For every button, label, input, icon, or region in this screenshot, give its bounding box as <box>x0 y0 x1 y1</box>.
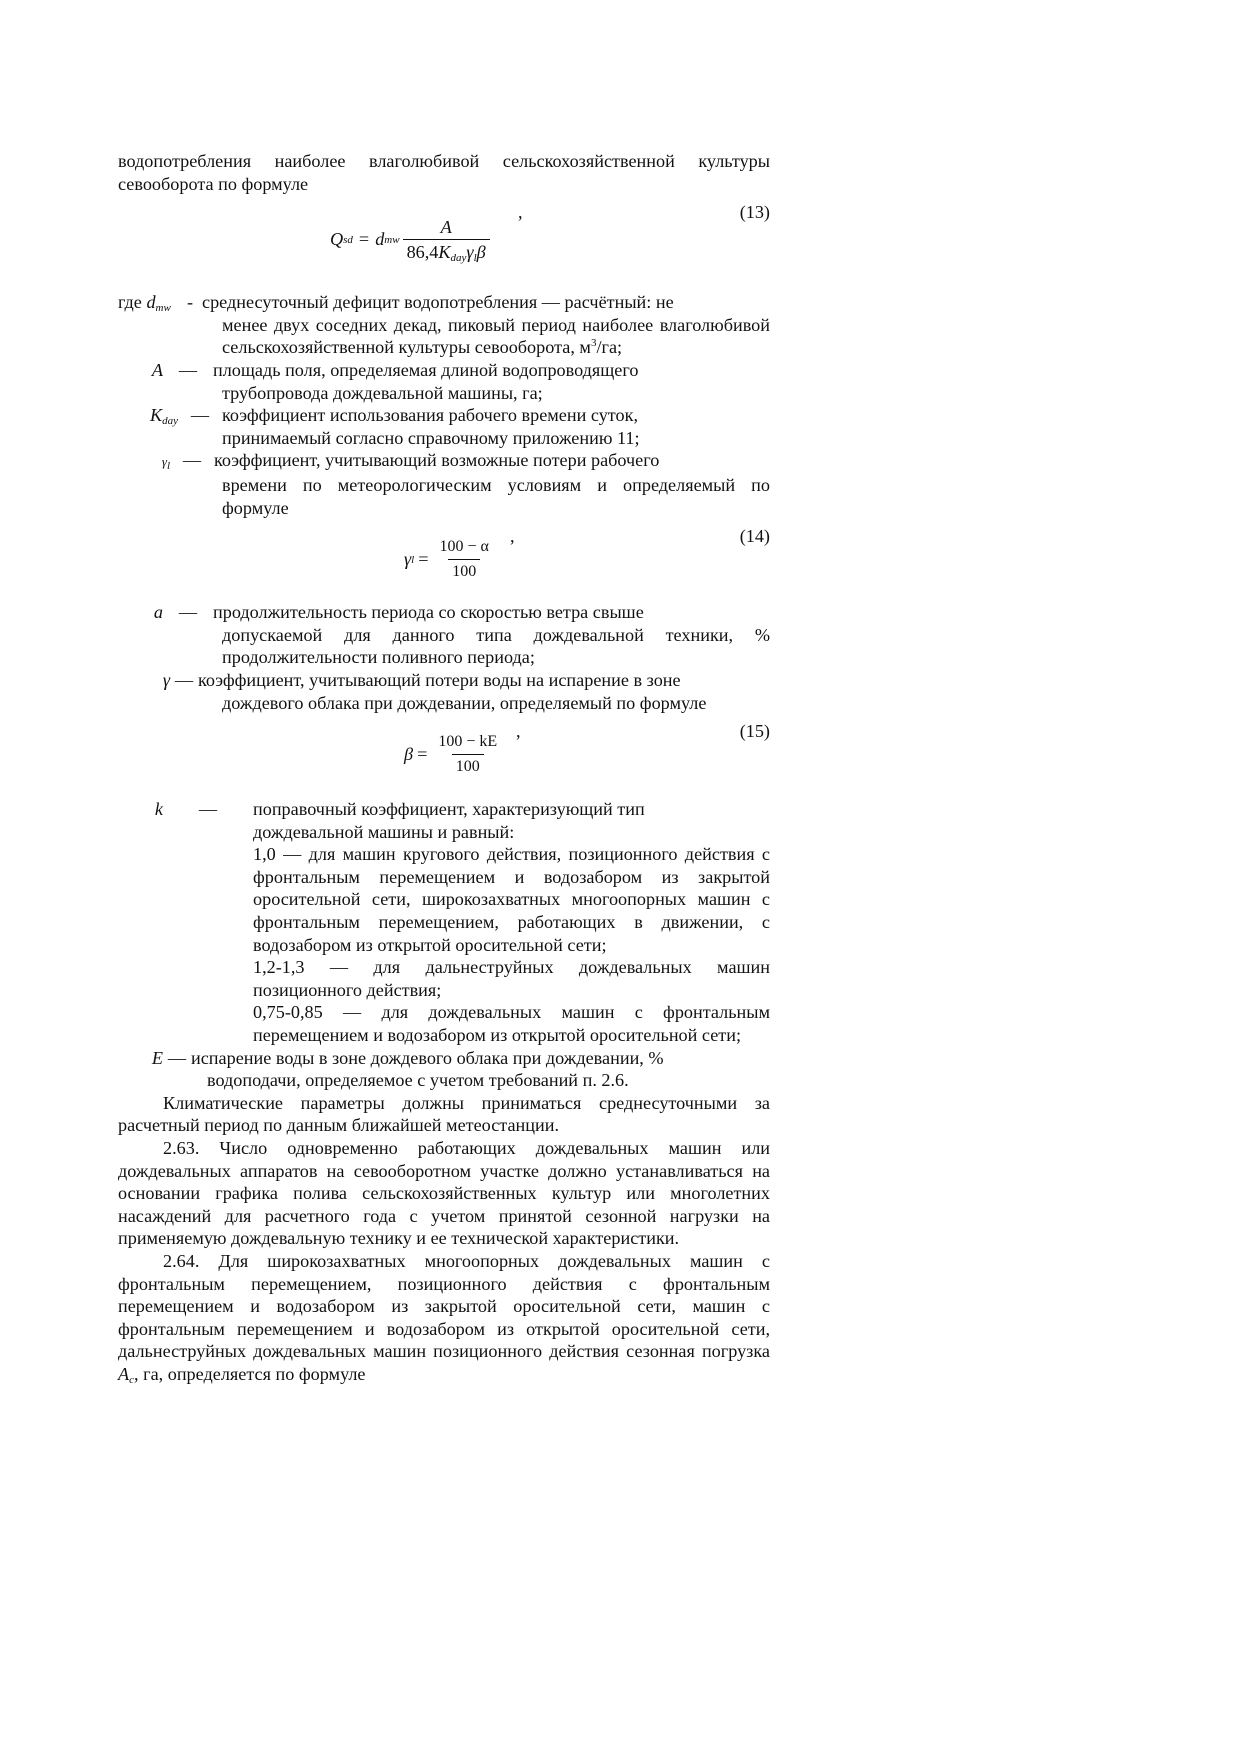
equation-15 <box>118 720 770 798</box>
equation-comma: , <box>516 721 521 742</box>
k-item: 1,2-1,3 — для дальнеструйных дождевальных машин позиционного действия; <box>253 957 770 1000</box>
k-item: 1,0 — для машин кругового действия, позиционного действия с фронтальным перемещением и водозабором из закрытой оросительной сети, широкозахватных многоопорных машин с фронтальным перемещением, работающих в движении, с водозабором из открытой оросительной сети; <box>253 844 770 955</box>
where-label: где <box>118 292 142 313</box>
definition-gamma-l: $\gamma_l$ — коэффициент, учитывающий возможные потери рабочего времени по метеорологическим условиям и определяемый по формуле <box>161 450 770 518</box>
definition-E: E — испарение воды в зоне дождевого облака при дождевании, % водоподачи, определяемое с учетом требований п. 2.6. <box>151 1047 664 1091</box>
formula-13: Q sd = d mw $\frac{A}{86,4K_{day}\gamma_l\beta}$ <box>330 215 490 264</box>
fraction-13: $\frac{A}{86,4K_{day}\gamma_l\beta}$ <box>403 215 490 264</box>
definition-Kday: $K_{day}$ — коэффициент использования рабочего времени суток, принимаемый согласно справочному приложению 11; <box>149 405 640 448</box>
definition-a: a — продолжительность периода со скоростью ветра свыше допускаемой для данного типа дождевальной техники, % продолжительности поливного периода; <box>153 602 770 668</box>
fraction-15: $\frac{100 - kE}{100}$ <box>434 730 501 779</box>
equation-number-15: (15) <box>739 721 770 742</box>
equation-14 <box>118 525 770 601</box>
formula-14: γ l = $\frac{100 - \alpha}{100}$ <box>404 535 493 584</box>
equation-number-13: (13) <box>739 202 770 223</box>
definition-dmw: где $d_{mw}$ - среднесуточный дефицит водопотребления — расчётный: не менее двух соседних декад, пиковый период наиболее влаголюбивой сельскохозяйственной культуры севооборота, $м^3/га$; <box>118 292 770 358</box>
equation-number-14: (14) <box>739 526 770 547</box>
definition-k: k — поправочный коэффициент, характеризующий тип дождевальной машины и равный: 1,0 — для машин кругового действия, позиционного действия с фронтальным перемещением и водозабором из закрытой оросительной сети, широкозахватных многоопорных машин с фронтальным перемещением, работающих в движении, с водозабором из открытой оросительной сети; 1,2-1,3 — для дальнеструйных дождевальных машин позиционного действия; 0,75-0,85 — для дождевальных машин с фронтальным перемещением и водозабором из открытой оросительной сети; <box>118 798 770 1047</box>
document-page <box>118 150 770 1386</box>
paragraph-2-64: 2.64. Для широкозахватных многоопорных дождевальных машин с фронтальным перемещением, позиционного действия с фронтальным перемещением и водозабором из закрытой оросительной сети, машин с фронтальным перемещением и водозабором из открытой оросительной сети, дальнеструйных дождевальных машин позиционного действия сезонная погрузка $A_c$, га, определяется по формуле <box>118 1250 770 1386</box>
equation-13 <box>118 201 770 281</box>
definition-A: A — площадь поля, определяемая длиной водопроводящего трубопровода дождевальной машины, га; <box>151 359 639 403</box>
equation-comma: , <box>518 202 523 223</box>
fraction-14: $\frac{100 - \alpha}{100}$ <box>436 535 493 584</box>
definition-gamma: γ — коэффициент, учитывающий потери воды на испарение в зоне дождевого облака при дождевании, определяемый по формуле <box>162 669 707 713</box>
intro-paragraph: водопотребления наиболее влаголюбивой сельскохозяйственной культуры севооборота по формуле <box>118 151 770 194</box>
paragraph-climate: Климатические параметры должны приниматься среднесуточными за расчетный период по данным ближайшей метеостанции. <box>118 1092 770 1136</box>
k-item: 0,75-0,85 — для дождевальных машин с фронтальным перемещением и водозабором из открытой оросительной сети; <box>253 1002 770 1046</box>
equation-comma: , <box>510 526 515 547</box>
paragraph-2-63: 2.63. Число одновременно работающих дождевальных машин или дождевальных аппаратов на севооборотном участке должно устанавливаться на основании графика полива сельскохозяйственных культур или многолетних насаждений для расчетного года с учетом принятой сезонной нагрузки на применяемую дождевальную технику и ее технической характеристики. <box>118 1138 770 1249</box>
formula-15: β = $\frac{100 - kE}{100}$ <box>404 730 501 779</box>
